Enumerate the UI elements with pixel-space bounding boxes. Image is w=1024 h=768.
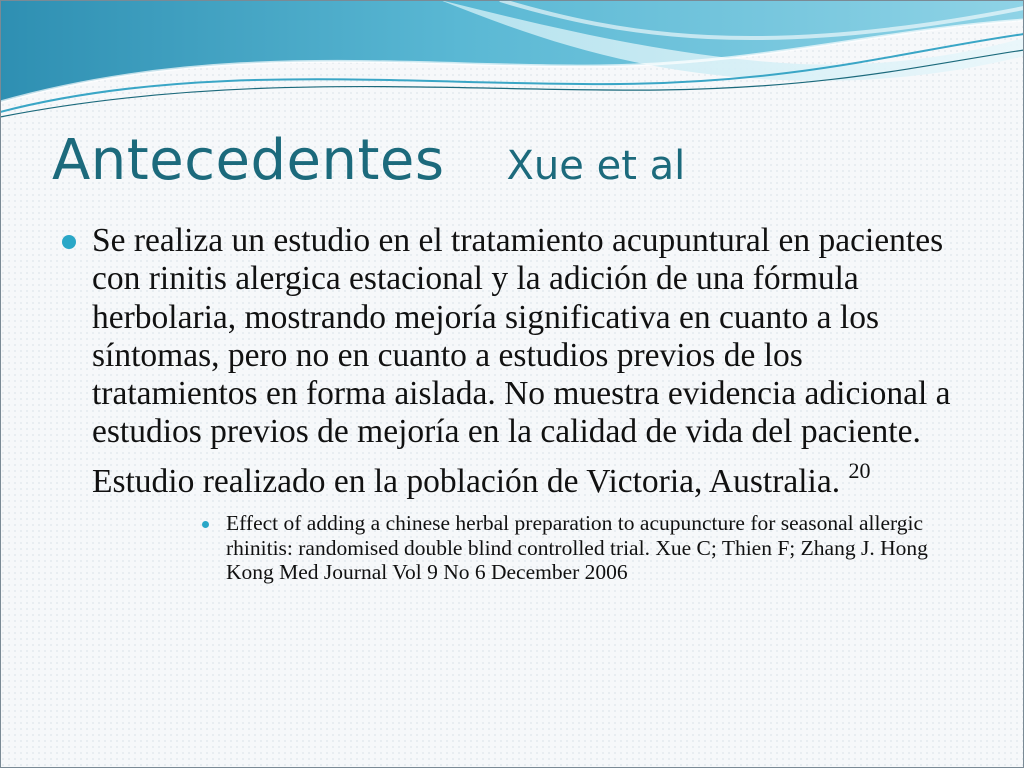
slide-title: Antecedentes <box>52 128 445 193</box>
main-bullet-text-block <box>92 222 954 501</box>
wave-header-decoration <box>0 0 1024 120</box>
reference-bullet-item <box>202 511 962 585</box>
citation-marker: 20 <box>848 457 871 483</box>
slide-subtitle: Xue et al <box>506 143 686 189</box>
reference-text: Effect of adding a chinese herbal preparation to acupuncture for seasonal allergic rhinitis: randomised double blind controlled trial. Xue C; Thien F; Zhang J. Hong Kong Med Journal Vol 9 No 6 December 2006 <box>226 511 928 585</box>
sub-bullet-dot-icon <box>202 521 209 528</box>
slide-body <box>62 222 962 585</box>
slide-title-row <box>52 128 685 193</box>
main-bullet-text: Se realiza un estudio en el tratamiento acupuntural en pacientes con rinitis alergica estacional y la adición de una fórmula herbolaria, mostrando mejoría significativa en cuanto a los síntomas, pero no en cuanto a estudios previos de los tratamientos en forma aislada. No muestra evidencia adicional a estudios previos de mejoría en la calidad de vida del paciente. Estudio realizado en la población de Victoria, Australia. <box>92 222 951 500</box>
bullet-dot-icon <box>62 235 76 249</box>
main-bullet-item <box>62 222 962 501</box>
